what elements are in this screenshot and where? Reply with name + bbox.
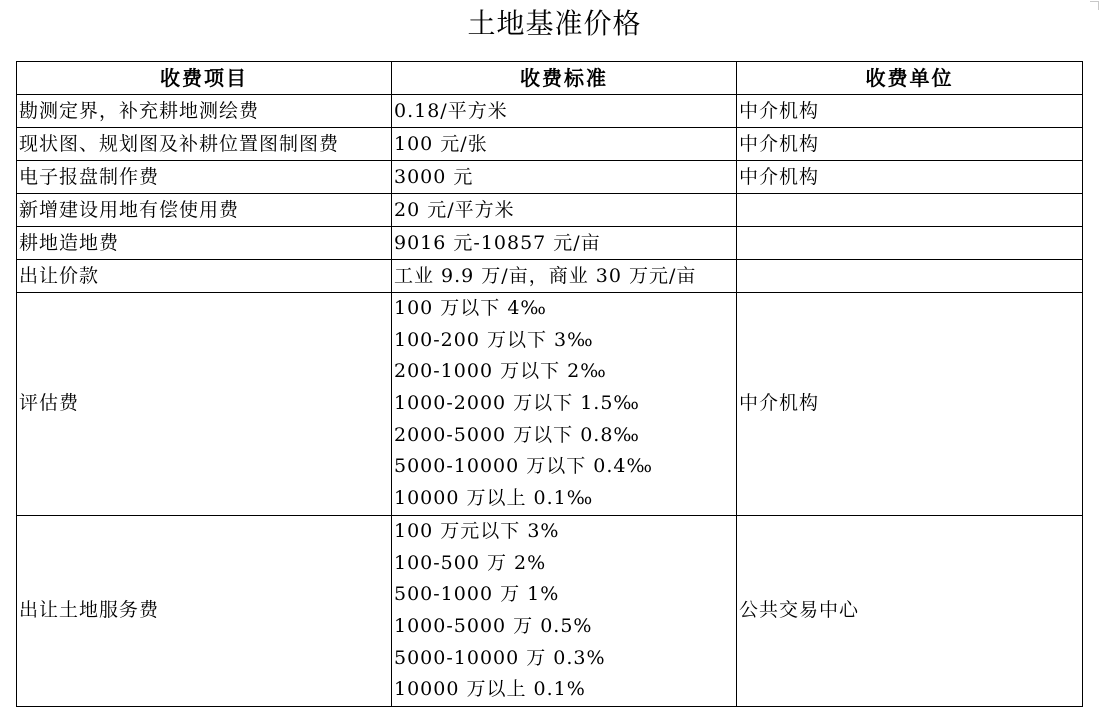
fee-tier-line: 100 万以下 4‰ — [394, 297, 547, 319]
corner-mark — [1090, 1, 1099, 10]
fee-item-cell: 出让土地服务费 — [17, 515, 392, 706]
fee-tier-line: 10000 万以上 0.1% — [394, 678, 586, 701]
fee-tier-line: 200-1000 万以下 2‰ — [394, 360, 607, 383]
fee-unit-cell: 中介机构 — [737, 95, 1083, 128]
fee-standard-cell: 工业 9.9 万/亩，商业 30 万元/亩 — [392, 260, 737, 293]
header-fee-unit: 收费单位 — [737, 62, 1083, 95]
fee-standard-cell — [392, 293, 737, 516]
fee-item-cell: 现状图、规划图及补耕位置图制图费 — [17, 128, 392, 161]
fee-tier-line: 1000-5000 万 0.5% — [394, 614, 593, 637]
fee-standard-cell — [392, 515, 737, 706]
fee-item-cell: 评估费 — [17, 293, 392, 516]
fee-standard-cell: 0.18/平方米 — [392, 95, 737, 128]
table-row — [17, 194, 1083, 227]
fee-unit-cell — [737, 260, 1083, 293]
table-row — [17, 95, 1083, 128]
table-row — [17, 227, 1083, 260]
fee-unit-cell: 中介机构 — [737, 128, 1083, 161]
fee-tier-line: 2000-5000 万以下 0.8‰ — [394, 423, 640, 446]
fee-tier-line: 100-200 万以下 3‰ — [394, 328, 594, 351]
fee-unit-cell: 中介机构 — [737, 161, 1083, 194]
fee-unit-cell — [737, 194, 1083, 227]
fee-tier-line: 5000-10000 万 0.3% — [394, 646, 606, 669]
fee-standard-cell: 100 元/张 — [392, 128, 737, 161]
fee-tier-line: 500-1000 万 1% — [394, 583, 560, 606]
fee-standard-cell: 3000 元 — [392, 161, 737, 194]
table-row — [17, 128, 1083, 161]
header-fee-standard: 收费标准 — [392, 62, 737, 95]
fee-tier-line: 10000 万以上 0.1‰ — [394, 487, 594, 510]
fee-standard-cell: 20 元/平方米 — [392, 194, 737, 227]
fee-standard-cell: 9016 元-10857 元/亩 — [392, 227, 737, 260]
fee-unit-cell: 中介机构 — [737, 293, 1083, 516]
fee-tier-line: 1000-2000 万以下 1.5‰ — [394, 392, 640, 415]
header-fee-item: 收费项目 — [17, 62, 392, 95]
fee-tier-line: 100 万元以下 3% — [394, 519, 560, 542]
table-row — [17, 293, 1083, 516]
page-title: 土地基准价格 — [467, 7, 642, 40]
table-row — [17, 161, 1083, 194]
fee-unit-cell: 公共交易中心 — [737, 515, 1083, 706]
fee-item-cell: 勘测定界，补充耕地测绘费 — [17, 95, 392, 128]
fee-tier-line: 5000-10000 万以下 0.4‰ — [394, 455, 654, 478]
fee-item-cell: 出让价款 — [17, 260, 392, 293]
fee-item-cell: 新增建设用地有偿使用费 — [17, 194, 392, 227]
table-row — [17, 260, 1083, 293]
fee-item-cell: 电子报盘制作费 — [17, 161, 392, 194]
table-row — [17, 515, 1083, 706]
header-row — [17, 62, 1083, 95]
fee-item-cell: 耕地造地费 — [17, 227, 392, 260]
fee-unit-cell — [737, 227, 1083, 260]
fee-table — [16, 61, 1083, 707]
fee-tier-line: 100-500 万 2% — [394, 551, 547, 574]
